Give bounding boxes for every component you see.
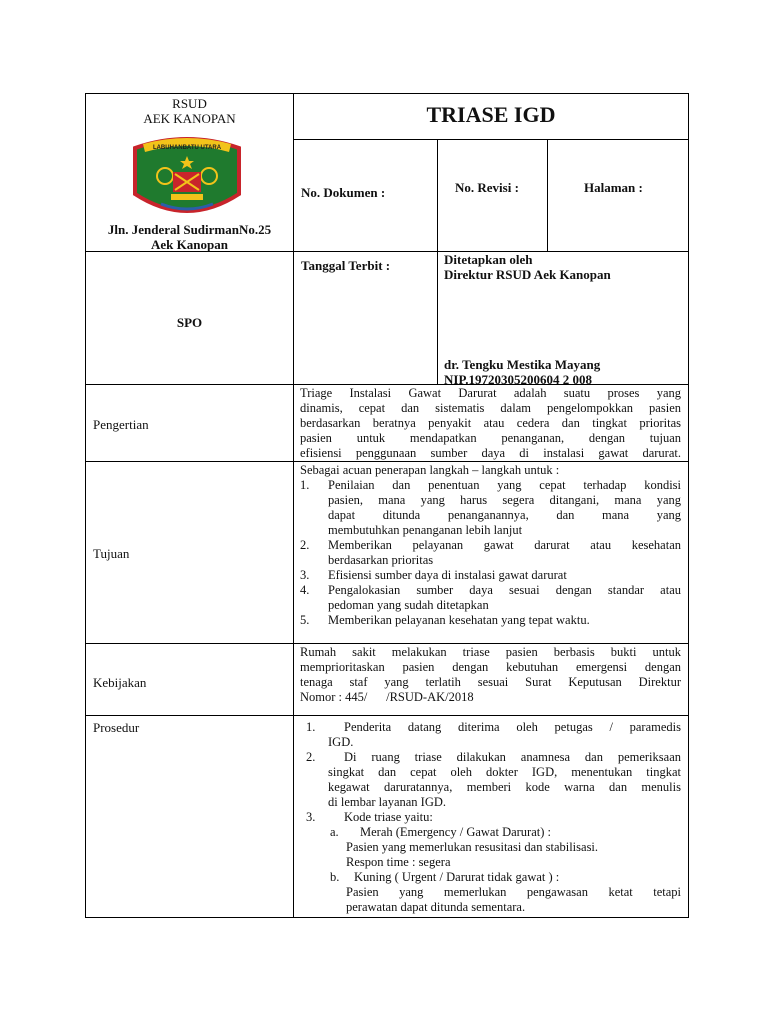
kebijakan-line: tenaga staf yang terlatih sesuai Surat Keputusan Direktur xyxy=(300,675,681,689)
tujuan-intro: Sebagai acuan penerapan langkah – langkah untuk : xyxy=(300,463,560,477)
prosedur-item: 1. Penderita datang diterima oleh petugas / paramedis IGD. xyxy=(306,720,681,749)
prosedur-text xyxy=(300,720,681,915)
signer-nip: NIP.19720305200604 2 008 xyxy=(444,372,592,387)
tujuan-item: 5. Memberikan pelayanan kesehatan yang tepat waktu. xyxy=(300,613,590,627)
address-line-1: Jln. Jenderal SudirmanNo.25 xyxy=(107,222,272,237)
org-name xyxy=(86,96,293,126)
kebijakan-line: Nomor : 445/ /RSUD-AK/2018 xyxy=(300,690,474,704)
tujuan-item: 3. Efisiensi sumber daya di instalasi gawat darurat xyxy=(300,568,567,582)
no-dokumen-label: No. Dokumen : xyxy=(301,185,386,200)
pengertian-line: pasien untuk mendapatkan penanganan, dengan tujuan xyxy=(300,431,681,445)
tujuan-item: 2. Memberikan pelayanan gawat darurat atau kesehatan berdasarkan prioritas xyxy=(300,538,681,567)
pengertian-line: berdasarkan beratnya penyakit atau cedera dan tingkat prioritas xyxy=(300,416,681,430)
tujuan-item: 1. Penilaian dan penentuan yang cepat terhadap kondisi pasien, mana yang harus segera ditangani, mana yang dapat ditunda penanganannya, dan mana yang membutuhkan penanganan lebih lanjut xyxy=(300,478,681,537)
pengertian-label: Pengertian xyxy=(93,417,149,432)
kebijakan-line: Rumah sakit melakukan triase pasien berbasis bukti untuk xyxy=(300,645,681,659)
spo-label: SPO xyxy=(176,315,203,330)
org-line-1: RSUD xyxy=(172,96,207,111)
org-line-2: AEK KANOPAN xyxy=(143,111,236,126)
kebijakan-text xyxy=(300,645,681,705)
no-revisi-label: No. Revisi : xyxy=(455,180,519,195)
tujuan-item: 4. Pengalokasian sumber daya sesuai dengan standar atau pedoman yang sudah ditetapkan xyxy=(300,583,681,612)
signer-block xyxy=(444,357,600,387)
tujuan-text xyxy=(300,463,681,628)
prosedur-label: Prosedur xyxy=(93,720,140,735)
kebijakan-label: Kebijakan xyxy=(93,675,147,690)
pengertian-line: efisiensi penggunaan sumber daya di instalasi gawat darurat. xyxy=(300,446,681,460)
tujuan-label: Tujuan xyxy=(93,546,130,561)
logo-text: LABUHANBATU UTARA xyxy=(152,145,222,151)
prosedur-sub-item: a. Merah (Emergency / Gawat Darurat) : Pasien yang memerlukan resusitasi dan stabilisasi. Respon time : segera xyxy=(330,825,599,869)
ditetapkan-line-1: Ditetapkan oleh xyxy=(444,252,533,267)
ditetapkan-block xyxy=(444,252,611,282)
tanggal-terbit-label: Tanggal Terbit : xyxy=(301,258,391,273)
halaman-label: Halaman : xyxy=(584,180,643,195)
pengertian-line: Triage Instalasi Gawat Darurat adalah suatu proses yang xyxy=(300,386,681,400)
prosedur-item: 3. Kode triase yaitu: xyxy=(306,810,433,824)
document-title: TRIASE IGD xyxy=(426,102,556,127)
pengertian-line: dinamis, cepat dan sistematis dalam pengelompokkan pasien xyxy=(300,401,681,415)
address-line-2: Aek Kanopan xyxy=(151,237,228,252)
ditetapkan-line-2: Direktur RSUD Aek Kanopan xyxy=(444,267,611,282)
hospital-logo xyxy=(131,134,243,222)
signer-name: dr. Tengku Mestika Mayang xyxy=(444,357,601,372)
prosedur-item: 2. Di ruang triase dilakukan anamnesa dan pemeriksaan singkat dan cepat oleh dokter IGD, menentukan tingkat kegawat daruratannya, memberi kode warna dan menulis di lembar layanan IGD. xyxy=(306,750,681,809)
pengertian-text xyxy=(300,386,681,461)
kebijakan-line: memprioritaskan pasien dengan kebutuhan emergensi dengan xyxy=(300,660,681,674)
prosedur-sub-item: b. Kuning ( Urgent / Darurat tidak gawat ) : Pasien yang memerlukan pengawasan ketat tetapi perawatan dapat ditunda sementara. xyxy=(330,870,681,914)
hospital-address xyxy=(86,222,293,252)
